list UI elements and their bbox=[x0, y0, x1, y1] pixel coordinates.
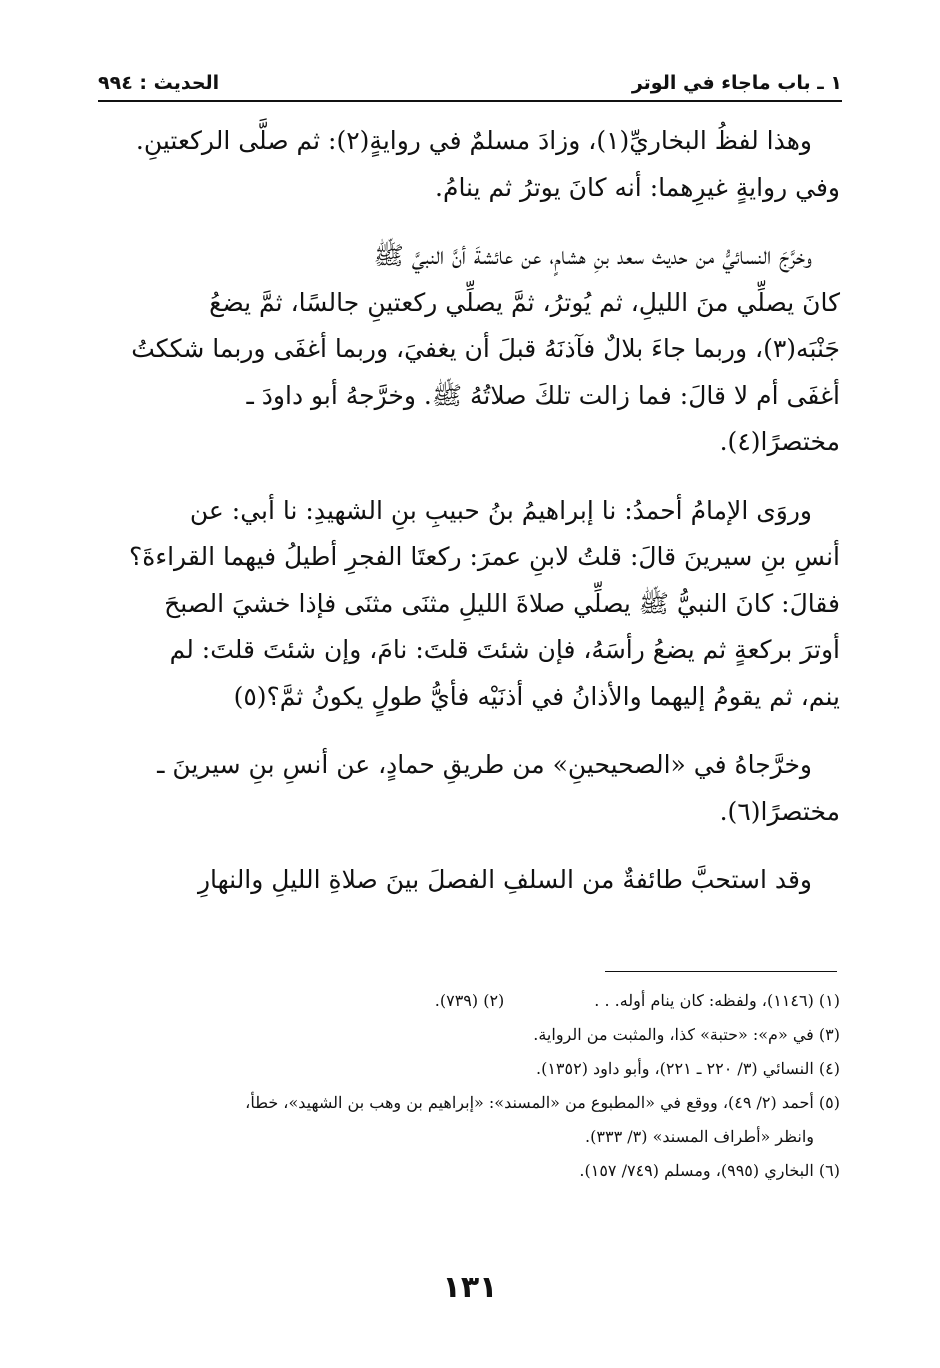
hadith-reference: الحديث : ٩٩٤ bbox=[98, 72, 220, 94]
text-line: مختصرًا(٦). bbox=[719, 796, 840, 826]
text-line: فقالَ: كانَ النبيُّ ﷺ يصلِّي صلاةَ الليلِ مثنَى مثنَى فإذا خشيَ الصبحَ bbox=[164, 588, 840, 618]
paragraph-4 bbox=[100, 742, 840, 835]
text-line: وخرَّجاهُ في «الصحيحينِ» من طريقِ حمادٍ، عن أنسِ بنِ سيرينَ ـ bbox=[157, 750, 812, 779]
text-line: أنسِ بنِ سيرينَ قالَ: قلتُ لابنِ عمرَ: ركعتَا الفجرِ أطيلُ فيهما القراءةَ؟ bbox=[128, 542, 840, 571]
footnote-1: (١) (١١٤٦)، ولفظه: كان ينام أوله. . . bbox=[594, 991, 840, 1010]
paragraph-1 bbox=[100, 118, 840, 211]
page-number: ١٣١ bbox=[442, 1270, 498, 1305]
text-line: وقد استحبَّ طائفةٌ من السلفِ الفصلَ بينَ صلاةِ الليلِ والنهارِ bbox=[197, 865, 812, 894]
header-divider bbox=[98, 100, 842, 102]
footnote-6: (٦) البخاري (٩٩٥)، ومسلم (٧٤٩/ ١٥٧). bbox=[579, 1161, 840, 1180]
text-line: كانَ يصلِّي منَ الليلِ، ثم يُوترُ، ثمَّ يصلِّي ركعتينِ جالسًا، ثمَّ يضعُ bbox=[209, 287, 840, 317]
footnote-3: (٣) في «م»: «حتبة» كذا، والمثبت من الرواية. bbox=[533, 1025, 840, 1044]
paragraph-5 bbox=[100, 857, 840, 904]
footnote-4: (٤) النسائي (٣/ ٢٢٠ ـ ٢٢١)، وأبو داود (١٣٥٢). bbox=[535, 1059, 840, 1078]
chapter-title: ١ ـ باب ماجاء في الوتر bbox=[631, 72, 842, 94]
paragraph-2 bbox=[100, 233, 840, 466]
text-line: ينم، ثم يقومُ إليهما والأذانُ في أذنَيْه فأيُّ طولٍ يكونُ ثمَّ؟(٥) bbox=[233, 681, 840, 711]
text-line: وروَى الإمامُ أحمدُ: نا إبراهيمُ بنُ حبيبِ بنِ الشهيدِ: نا أبي: عن bbox=[189, 495, 812, 525]
text-line: وهذا لفظُ البخاريِّ(١)، وزادَ مسلمٌ في روايةٍ(٢): ثم صلَّى الركعتينِ. bbox=[135, 126, 812, 155]
paragraph-3 bbox=[100, 488, 840, 721]
text-line: مختصرًا(٤). bbox=[719, 427, 840, 456]
footnote-divider bbox=[605, 971, 837, 972]
text-line: وخرَّجَ النسائيُّ من حديث سعد بنِ هشامٍ، عن عائشةَ أنَّ النبيَّ ﷺ bbox=[373, 241, 812, 270]
footnote-5-continuation: وانظر «أطراف المسند» (٣/ ٣٣٣). bbox=[585, 1127, 814, 1146]
main-text bbox=[100, 118, 840, 926]
footnote-row bbox=[100, 984, 840, 1018]
footnote-5: (٥) أحمد (٢/ ٤٩)، ووقع في «المطبوع من «المسند»: «إبراهيم بن وهب بن الشهيد»، خطأ، bbox=[245, 1093, 840, 1112]
footnotes bbox=[100, 984, 840, 1188]
running-header bbox=[98, 60, 842, 94]
text-line: أغفَى أم لا قالَ: فما زالت تلكَ صلاتُهُ ﷺ. وخرَّجهُ أبو داودَ ـ bbox=[246, 380, 840, 410]
footnote-2: (٢) (٧٣٩). bbox=[434, 991, 505, 1010]
text-line: وفي روايةٍ غيرِهما: أنه كانَ يوترُ ثم ينامُ. bbox=[435, 172, 840, 202]
text-line: أوترَ بركعةٍ ثم يضعُ رأسَهُ، فإن شئتَ قلتَ: نامَ، وإن شئتَ قلتَ: لم bbox=[169, 635, 840, 664]
text-line: جَنْبَه(٣)، وربما جاءَ بلالٌ فآذنَهُ قبلَ أن يغفيَ، وربما أغفَى وربما شككتُ bbox=[131, 334, 840, 363]
